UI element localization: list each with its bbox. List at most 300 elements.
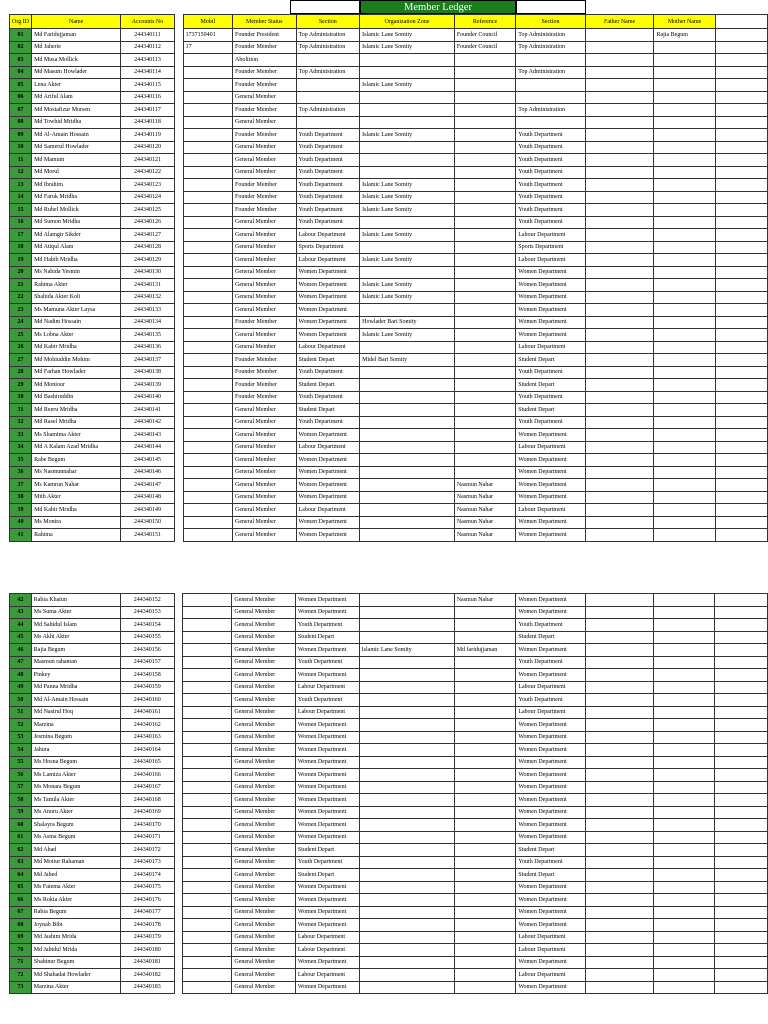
mother-cell[interactable] [654, 191, 715, 204]
father-cell[interactable] [585, 129, 654, 142]
status-cell[interactable]: Founder Member [233, 41, 296, 54]
status-cell[interactable]: Founder Member [233, 354, 296, 367]
reference-cell[interactable] [454, 706, 516, 719]
reference-cell[interactable] [454, 116, 515, 129]
org-id-cell[interactable]: 55 [10, 756, 32, 769]
name-cell[interactable]: Md Habib Mridha [32, 254, 121, 267]
mother-cell[interactable] [654, 304, 715, 317]
gap-cell[interactable] [174, 41, 183, 54]
table-row[interactable] [10, 756, 768, 769]
extra-cell[interactable] [715, 316, 767, 329]
table-row[interactable] [10, 116, 768, 129]
section-cell[interactable]: Youth Department [296, 129, 360, 142]
zone-cell[interactable] [360, 166, 455, 179]
zone-cell[interactable]: Islamic Lane Somity [360, 79, 455, 92]
mobile-cell[interactable] [183, 316, 232, 329]
status-cell[interactable]: General Member [233, 216, 296, 229]
reference-cell[interactable]: Nasmun Nahar [454, 516, 515, 529]
name-cell[interactable]: Md Mostafizur Morsen [32, 104, 121, 117]
extra-cell[interactable] [715, 129, 767, 142]
mobile-cell[interactable] [183, 831, 232, 844]
account-cell[interactable]: 244340146 [121, 466, 174, 479]
extra-cell[interactable] [715, 856, 768, 869]
gap-cell[interactable] [174, 66, 183, 79]
name-cell[interactable]: Md Sumon Mridha [32, 216, 121, 229]
org-id-cell[interactable]: 36 [10, 466, 32, 479]
mobile-cell[interactable] [183, 619, 232, 632]
name-cell[interactable]: Ms Nasmunnahar [32, 466, 121, 479]
father-cell[interactable] [585, 806, 653, 819]
name-cell[interactable]: Ms Asma Begum [31, 831, 120, 844]
account-cell[interactable]: 244340129 [121, 254, 174, 267]
account-cell[interactable]: 244340156 [121, 644, 174, 657]
gap-cell[interactable] [174, 229, 183, 242]
reference-cell[interactable] [454, 379, 515, 392]
section-2-cell[interactable]: Women Department [516, 291, 585, 304]
zone-cell[interactable] [359, 669, 454, 682]
account-cell[interactable]: 244340118 [121, 116, 174, 129]
extra-cell[interactable] [715, 66, 767, 79]
section-2-cell[interactable]: Women Department [516, 956, 586, 969]
status-cell[interactable]: General Member [232, 819, 296, 832]
section-cell[interactable]: Women Department [295, 769, 359, 782]
section-2-cell[interactable]: Women Department [516, 479, 585, 492]
org-id-cell[interactable]: 64 [10, 869, 32, 882]
status-cell[interactable]: Founder Member [233, 79, 296, 92]
account-cell[interactable]: 244340138 [121, 366, 174, 379]
section-cell[interactable]: Women Department [295, 756, 359, 769]
section-cell[interactable]: Labour Department [296, 441, 360, 454]
section-2-cell[interactable]: Women Department [516, 279, 585, 292]
mobile-cell[interactable] [183, 191, 232, 204]
mobile-cell[interactable] [183, 669, 232, 682]
section-cell[interactable] [296, 79, 360, 92]
mother-cell[interactable] [654, 479, 715, 492]
zone-cell[interactable] [359, 769, 454, 782]
mother-cell[interactable] [654, 844, 715, 857]
father-cell[interactable] [585, 291, 654, 304]
org-id-cell[interactable]: 47 [10, 656, 32, 669]
zone-cell[interactable]: Islamic Lane Somity [360, 191, 455, 204]
reference-cell[interactable] [454, 454, 515, 467]
section-2-cell[interactable]: Labour Department [516, 931, 586, 944]
gap-cell[interactable] [174, 919, 183, 932]
status-cell[interactable]: General Member [232, 669, 296, 682]
table-row[interactable] [10, 104, 768, 117]
section-2-cell[interactable]: Top Administration [516, 29, 585, 42]
gap-cell[interactable] [174, 956, 183, 969]
section-2-cell[interactable]: Youth Department [516, 216, 585, 229]
account-cell[interactable]: 244340143 [121, 429, 174, 442]
zone-cell[interactable] [360, 266, 455, 279]
extra-cell[interactable] [715, 769, 768, 782]
zone-cell[interactable] [359, 819, 454, 832]
gap-cell[interactable] [174, 981, 183, 994]
section-cell[interactable]: Youth Department [296, 154, 360, 167]
table-row[interactable] [10, 416, 768, 429]
reference-cell[interactable] [454, 631, 516, 644]
section-cell[interactable]: Youth Department [296, 216, 360, 229]
account-cell[interactable]: 244340173 [121, 856, 174, 869]
extra-cell[interactable] [715, 41, 767, 54]
name-cell[interactable]: Md Al-Amain Hossain [32, 129, 121, 142]
mobile-cell[interactable] [183, 529, 232, 542]
mother-cell[interactable] [654, 656, 715, 669]
table-row[interactable] [10, 254, 768, 267]
mother-cell[interactable] [654, 341, 715, 354]
extra-cell[interactable] [715, 29, 767, 42]
section-cell[interactable]: Youth Department [295, 619, 359, 632]
name-cell[interactable]: Lena Akter [32, 79, 121, 92]
gap-cell[interactable] [174, 831, 183, 844]
status-cell[interactable]: General Member [232, 781, 296, 794]
reference-cell[interactable] [454, 856, 516, 869]
gap-cell[interactable] [174, 354, 183, 367]
mobile-cell[interactable] [183, 216, 232, 229]
account-cell[interactable]: 244340145 [121, 454, 174, 467]
gap-cell[interactable] [174, 116, 183, 129]
table-row[interactable] [10, 41, 768, 54]
mother-cell[interactable] [654, 856, 715, 869]
mobile-cell[interactable] [183, 706, 232, 719]
mother-cell[interactable] [654, 756, 715, 769]
gap-cell[interactable] [174, 706, 183, 719]
extra-cell[interactable] [715, 819, 768, 832]
father-cell[interactable] [585, 529, 654, 542]
zone-cell[interactable] [359, 731, 454, 744]
extra-cell[interactable] [715, 644, 768, 657]
status-cell[interactable]: Founder Member [233, 379, 296, 392]
section-cell[interactable]: Student Depart [295, 869, 359, 882]
section-cell[interactable]: Women Department [295, 831, 359, 844]
status-cell[interactable]: General Member [233, 266, 296, 279]
mother-cell[interactable] [654, 731, 715, 744]
gap-cell[interactable] [174, 781, 183, 794]
org-id-cell[interactable]: 06 [10, 91, 32, 104]
zone-cell[interactable]: Islamic Lane Somity [360, 129, 455, 142]
account-cell[interactable]: 244340137 [121, 354, 174, 367]
reference-cell[interactable]: Nasmun Nahar [454, 491, 515, 504]
zone-cell[interactable] [359, 694, 454, 707]
account-cell[interactable]: 244340121 [121, 154, 174, 167]
extra-cell[interactable] [715, 919, 768, 932]
reference-cell[interactable]: Md faridujjaman [454, 644, 516, 657]
section-cell[interactable]: Women Department [295, 731, 359, 744]
gap-cell[interactable] [174, 504, 183, 517]
reference-cell[interactable] [454, 166, 515, 179]
org-id-cell[interactable]: 29 [10, 379, 32, 392]
section-2-cell[interactable]: Youth Department [516, 179, 585, 192]
extra-cell[interactable] [715, 969, 768, 982]
section-2-cell[interactable]: Women Department [516, 744, 586, 757]
mother-cell[interactable] [654, 869, 715, 882]
zone-cell[interactable] [359, 969, 454, 982]
zone-cell[interactable] [360, 91, 455, 104]
section-2-cell[interactable]: Women Department [516, 266, 585, 279]
table-row[interactable] [10, 154, 768, 167]
section-2-cell[interactable]: Women Department [516, 316, 585, 329]
section-2-cell[interactable]: Women Department [516, 881, 586, 894]
account-cell[interactable]: 244340148 [121, 491, 174, 504]
account-cell[interactable]: 244340136 [121, 341, 174, 354]
account-cell[interactable]: 244340152 [121, 594, 174, 607]
reference-cell[interactable] [454, 956, 516, 969]
father-cell[interactable] [585, 731, 653, 744]
org-id-cell[interactable]: 22 [10, 291, 32, 304]
mother-cell[interactable] [654, 179, 715, 192]
father-cell[interactable] [585, 104, 654, 117]
name-cell[interactable]: Md Shahadat Howlader [31, 969, 120, 982]
extra-cell[interactable] [715, 504, 767, 517]
name-cell[interactable]: Ms Suma Akter [31, 606, 120, 619]
father-cell[interactable] [585, 681, 653, 694]
table-row[interactable] [10, 781, 768, 794]
mobile-cell[interactable]: 1737150401 [183, 29, 232, 42]
section-2-cell[interactable]: Student Depart [516, 631, 586, 644]
zone-cell[interactable] [359, 894, 454, 907]
table-row[interactable] [10, 391, 768, 404]
gap-cell[interactable] [174, 266, 183, 279]
mobile-cell[interactable] [183, 291, 232, 304]
extra-cell[interactable] [715, 894, 768, 907]
gap-cell[interactable] [174, 894, 183, 907]
section-2-cell[interactable]: Women Department [516, 606, 586, 619]
org-id-cell[interactable]: 14 [10, 191, 32, 204]
section-cell[interactable]: Youth Department [295, 656, 359, 669]
name-cell[interactable]: Rahima [32, 529, 121, 542]
name-cell[interactable]: Md Alamgir Sikder [32, 229, 121, 242]
father-cell[interactable] [585, 831, 653, 844]
table-row[interactable] [10, 379, 768, 392]
extra-cell[interactable] [715, 944, 768, 957]
section-2-cell[interactable]: Women Department [516, 906, 586, 919]
section-cell[interactable]: Top Administration [296, 104, 360, 117]
status-cell[interactable]: General Member [232, 706, 296, 719]
table-row[interactable] [10, 906, 768, 919]
section-cell[interactable]: Student Depart [296, 379, 360, 392]
extra-cell[interactable] [715, 529, 767, 542]
org-id-cell[interactable]: 10 [10, 141, 32, 154]
status-cell[interactable]: Founder Member [233, 391, 296, 404]
extra-cell[interactable] [715, 116, 767, 129]
table-row[interactable] [10, 856, 768, 869]
section-2-cell[interactable]: Women Department [516, 329, 585, 342]
reference-cell[interactable] [454, 429, 515, 442]
section-cell[interactable]: Student Depart [296, 404, 360, 417]
extra-cell[interactable] [715, 154, 767, 167]
org-id-cell[interactable]: 45 [10, 631, 32, 644]
mother-cell[interactable] [654, 316, 715, 329]
status-cell[interactable]: General Member [233, 479, 296, 492]
status-cell[interactable]: General Member [233, 529, 296, 542]
extra-cell[interactable] [715, 441, 767, 454]
section-cell[interactable]: Women Department [295, 669, 359, 682]
name-cell[interactable]: Md Samerul Howlader [32, 141, 121, 154]
gap-cell[interactable] [174, 516, 183, 529]
table-row[interactable] [10, 341, 768, 354]
org-id-cell[interactable]: 35 [10, 454, 32, 467]
section-cell[interactable]: Labour Department [296, 254, 360, 267]
org-id-cell[interactable]: 44 [10, 619, 32, 632]
org-id-cell[interactable]: 51 [10, 706, 32, 719]
name-cell[interactable]: Mith Akter [32, 491, 121, 504]
section-2-cell[interactable] [516, 54, 585, 67]
section-cell[interactable]: Top Administration [296, 41, 360, 54]
father-cell[interactable] [585, 856, 653, 869]
status-cell[interactable]: Founder Member [233, 104, 296, 117]
mother-cell[interactable] [654, 354, 715, 367]
section-cell[interactable]: Women Department [295, 981, 359, 994]
section-cell[interactable]: Student Depart [295, 844, 359, 857]
zone-cell[interactable] [359, 944, 454, 957]
mobile-cell[interactable] [183, 279, 232, 292]
reference-cell[interactable] [454, 794, 516, 807]
mother-cell[interactable] [654, 441, 715, 454]
gap-cell[interactable] [174, 254, 183, 267]
zone-cell[interactable] [360, 341, 455, 354]
mobile-cell[interactable] [183, 919, 232, 932]
name-cell[interactable]: Ms Kamrun Nahar [32, 479, 121, 492]
org-id-cell[interactable]: 02 [10, 41, 32, 54]
status-cell[interactable]: General Member [232, 806, 296, 819]
reference-cell[interactable] [454, 216, 515, 229]
name-cell[interactable]: Md Sahidul Islam [31, 619, 120, 632]
extra-cell[interactable] [715, 656, 768, 669]
table-row[interactable] [10, 656, 768, 669]
reference-cell[interactable] [454, 881, 516, 894]
account-cell[interactable]: 244340113 [121, 54, 174, 67]
father-cell[interactable] [585, 316, 654, 329]
mother-cell[interactable] [654, 416, 715, 429]
mother-cell[interactable] [654, 806, 715, 819]
section-cell[interactable]: Labour Department [296, 504, 360, 517]
mobile-cell[interactable] [183, 341, 232, 354]
father-cell[interactable] [585, 354, 654, 367]
gap-cell[interactable] [174, 29, 183, 42]
mother-cell[interactable] [654, 466, 715, 479]
zone-cell[interactable] [360, 366, 455, 379]
account-cell[interactable]: 244340164 [121, 744, 174, 757]
status-cell[interactable]: Founder Member [233, 191, 296, 204]
mobile-cell[interactable] [183, 656, 232, 669]
section-2-cell[interactable]: Labour Department [516, 944, 586, 957]
mobile-cell[interactable] [183, 594, 232, 607]
section-2-cell[interactable]: Labour Department [516, 681, 586, 694]
title-right-cell[interactable] [516, 0, 586, 14]
section-cell[interactable]: Youth Department [295, 694, 359, 707]
gap-cell[interactable] [174, 429, 183, 442]
mother-cell[interactable] [654, 956, 715, 969]
extra-cell[interactable] [715, 619, 768, 632]
status-cell[interactable]: General Member [233, 241, 296, 254]
mother-cell[interactable] [654, 504, 715, 517]
extra-cell[interactable] [715, 956, 768, 969]
gap-cell[interactable] [174, 166, 183, 179]
father-cell[interactable] [585, 819, 653, 832]
father-cell[interactable] [585, 404, 654, 417]
gap-cell[interactable] [174, 141, 183, 154]
name-cell[interactable]: Md Musa Mollick [32, 54, 121, 67]
section-cell[interactable]: Women Department [295, 781, 359, 794]
extra-cell[interactable] [715, 279, 767, 292]
mother-cell[interactable] [654, 619, 715, 632]
org-id-cell[interactable]: 42 [10, 594, 32, 607]
gap-cell[interactable] [174, 454, 183, 467]
name-cell[interactable]: Md Ibrahim [32, 179, 121, 192]
extra-cell[interactable] [715, 379, 767, 392]
table-row[interactable] [10, 969, 768, 982]
status-cell[interactable]: General Member [232, 744, 296, 757]
gap-cell[interactable] [174, 479, 183, 492]
zone-cell[interactable] [360, 516, 455, 529]
org-id-cell[interactable]: 25 [10, 329, 32, 342]
zone-cell[interactable]: Islamic Lane Somity [360, 279, 455, 292]
section-2-cell[interactable]: Sports Department [516, 241, 585, 254]
section-cell[interactable]: Women Department [295, 744, 359, 757]
account-cell[interactable]: 244340175 [121, 881, 174, 894]
section-2-cell[interactable]: Student Depart [516, 379, 585, 392]
extra-cell[interactable] [715, 266, 767, 279]
table-row[interactable] [10, 141, 768, 154]
name-cell[interactable]: Rabe Begum [32, 454, 121, 467]
table-row[interactable] [10, 844, 768, 857]
extra-cell[interactable] [715, 744, 768, 757]
father-cell[interactable] [585, 391, 654, 404]
mobile-cell[interactable] [183, 479, 232, 492]
mobile-cell[interactable] [183, 806, 232, 819]
mobile-cell[interactable] [183, 844, 232, 857]
name-cell[interactable]: Masmun rahaman [31, 656, 120, 669]
mobile-cell[interactable] [183, 881, 232, 894]
account-cell[interactable]: 244340120 [121, 141, 174, 154]
father-cell[interactable] [585, 744, 653, 757]
mother-cell[interactable] [654, 894, 715, 907]
extra-cell[interactable] [715, 719, 768, 732]
table-row[interactable] [10, 831, 768, 844]
section-cell[interactable]: Labour Department [295, 969, 359, 982]
account-cell[interactable]: 244340125 [121, 204, 174, 217]
father-cell[interactable] [585, 454, 654, 467]
zone-cell[interactable] [360, 479, 455, 492]
mobile-cell[interactable] [183, 366, 232, 379]
section-2-cell[interactable]: Women Department [516, 781, 586, 794]
account-cell[interactable]: 244340157 [121, 656, 174, 669]
extra-cell[interactable] [715, 731, 768, 744]
org-id-cell[interactable]: 30 [10, 391, 32, 404]
zone-cell[interactable] [359, 956, 454, 969]
status-cell[interactable]: General Member [233, 429, 296, 442]
name-cell[interactable]: Shahinur Begum [31, 956, 120, 969]
mother-cell[interactable] [654, 594, 715, 607]
father-cell[interactable] [585, 479, 654, 492]
section-2-cell[interactable]: Top Administration [516, 41, 585, 54]
table-row[interactable] [10, 491, 768, 504]
section-cell[interactable]: Labour Department [296, 341, 360, 354]
status-cell[interactable]: General Member [232, 894, 296, 907]
status-cell[interactable]: General Member [233, 279, 296, 292]
reference-cell[interactable] [454, 931, 516, 944]
name-cell[interactable]: Md A Kalam Azad Mridha [32, 441, 121, 454]
section-2-cell[interactable]: Youth Department [516, 694, 586, 707]
org-id-cell[interactable]: 41 [10, 529, 32, 542]
zone-cell[interactable]: Islamic Lane Somity [360, 29, 455, 42]
status-cell[interactable]: General Member [232, 681, 296, 694]
name-cell[interactable]: Rabia Khatun [31, 594, 120, 607]
mobile-cell[interactable] [183, 769, 232, 782]
mother-cell[interactable] [654, 79, 715, 92]
zone-cell[interactable] [360, 529, 455, 542]
status-cell[interactable]: General Member [232, 769, 296, 782]
